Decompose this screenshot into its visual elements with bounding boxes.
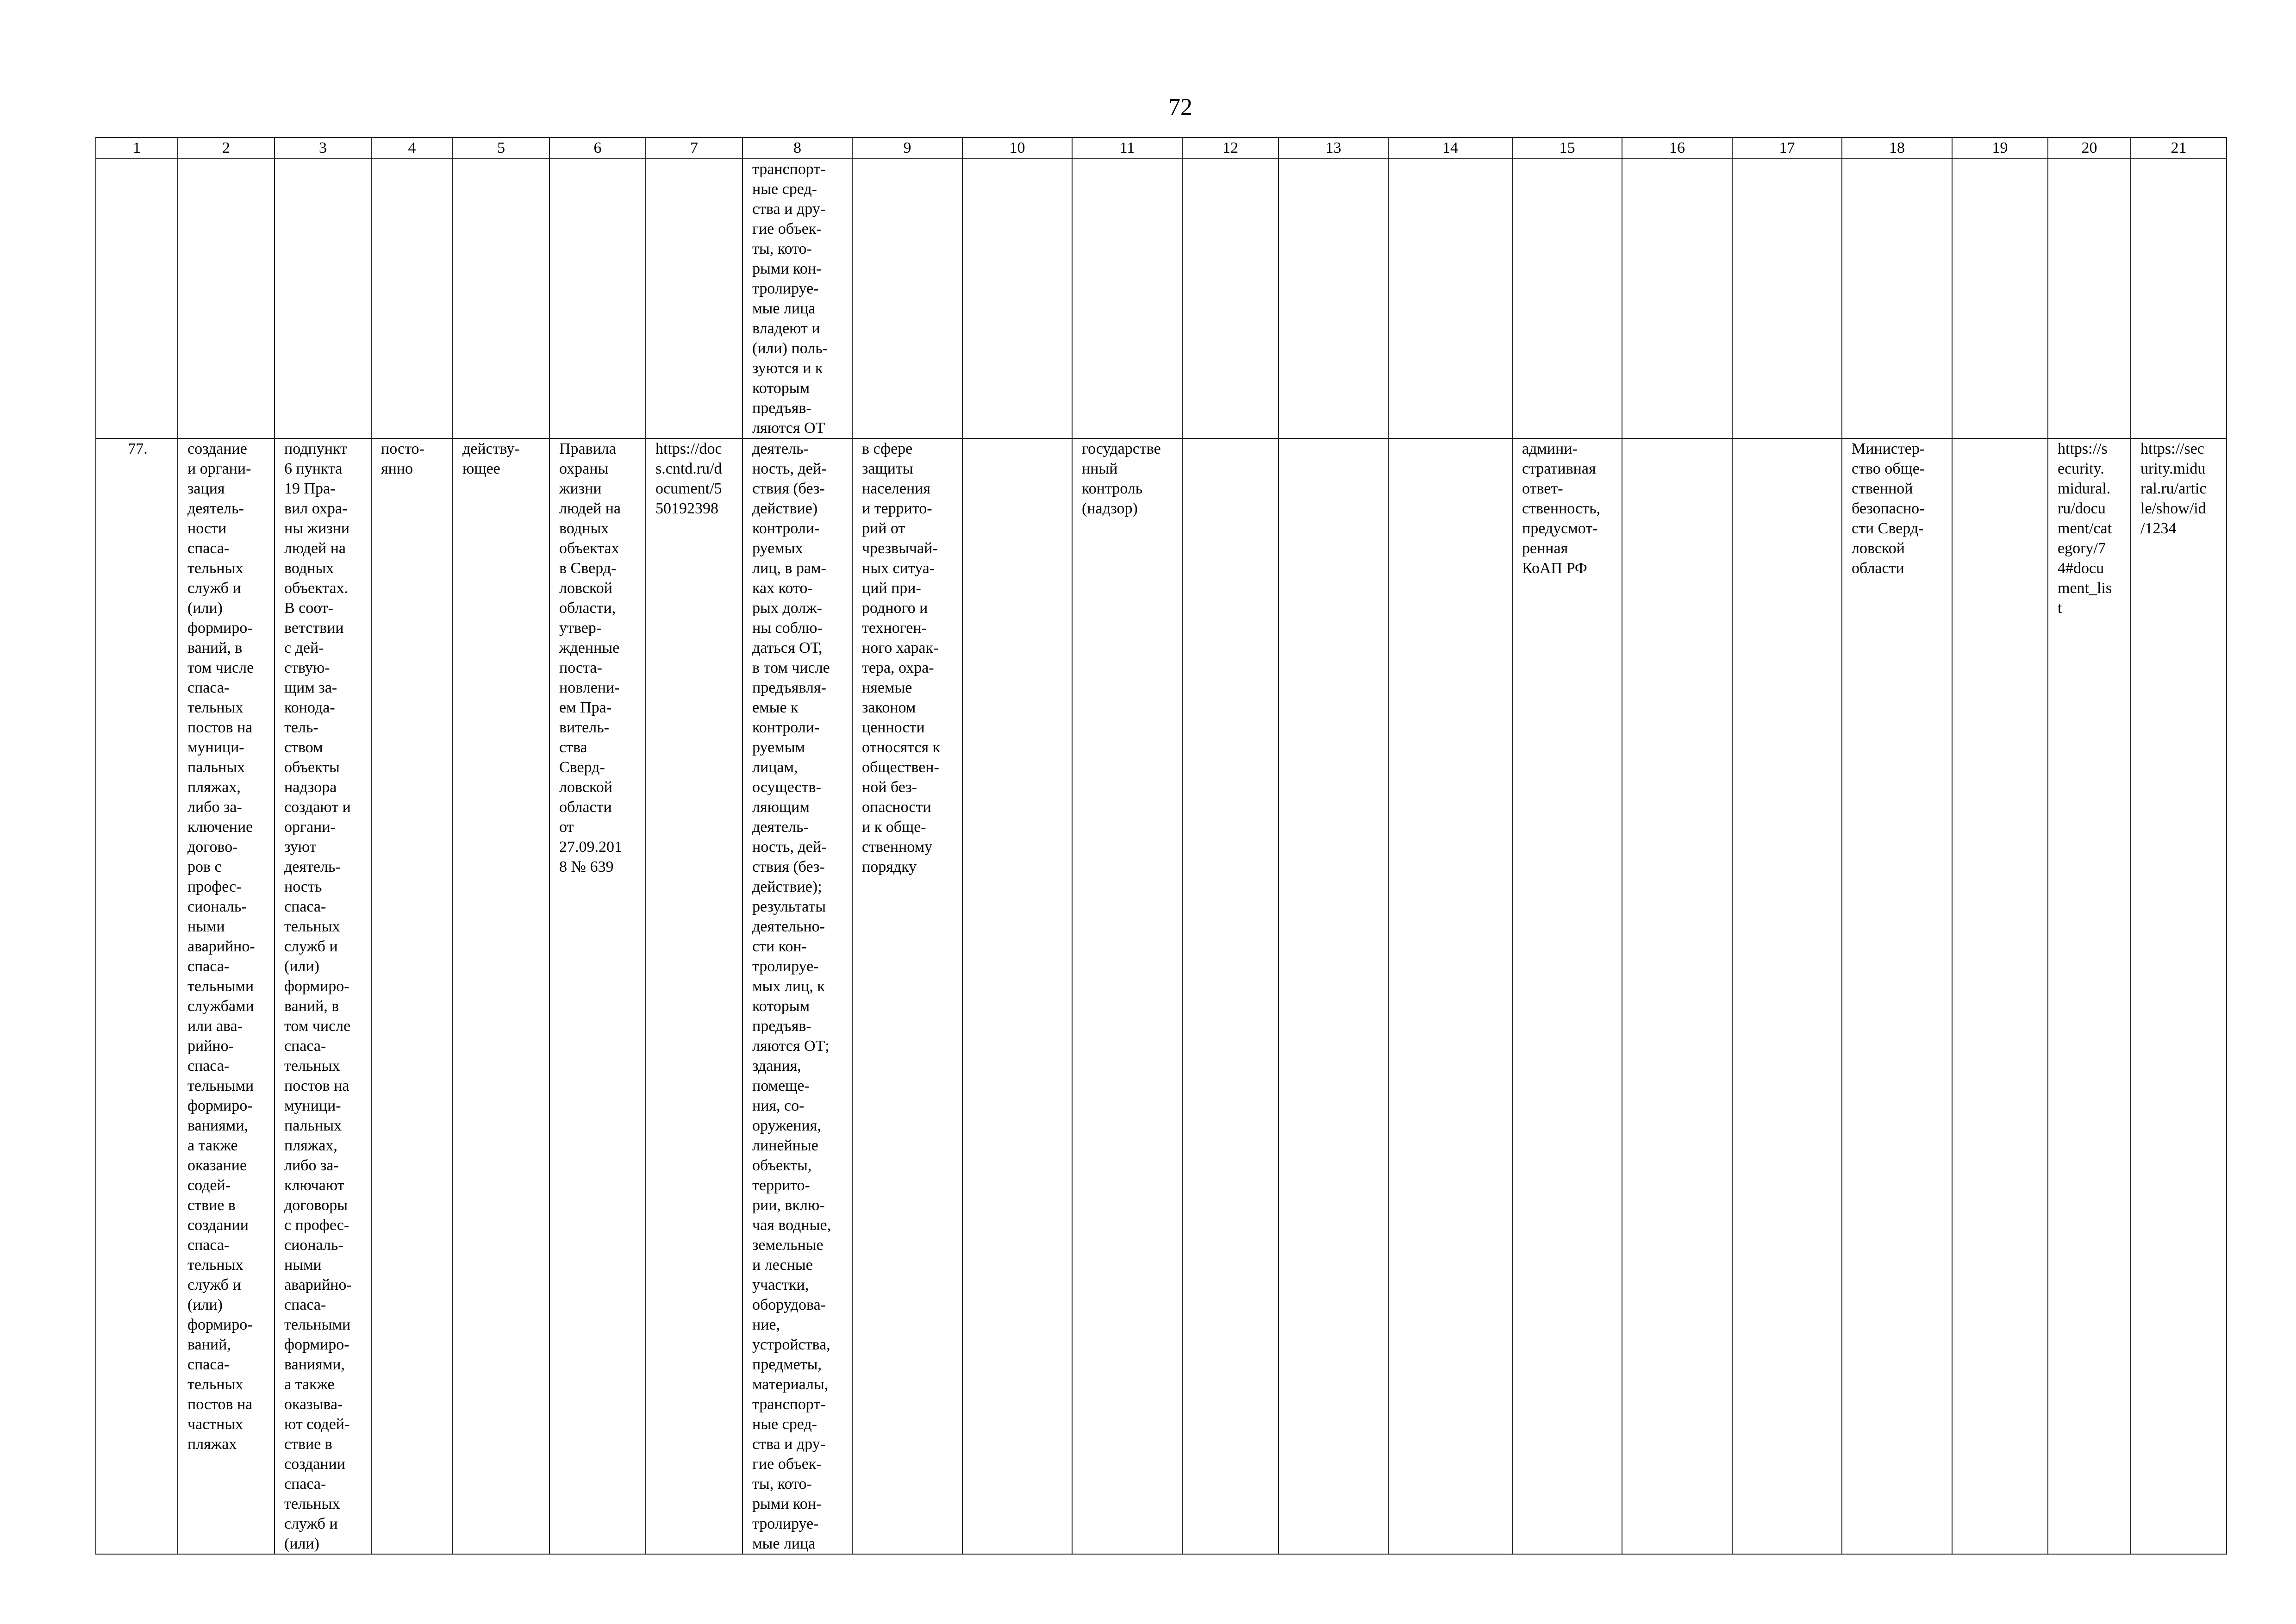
table-cell (1842, 159, 1952, 438)
table-cell (1388, 438, 1512, 1554)
table-cell (1388, 159, 1512, 438)
column-header: 4 (371, 137, 453, 159)
control-objects-cell: транспорт- ные сред- ства и дру- гие объек- ты, кото- рыми кон- тролируе- мые лица владеют и (или) поль- зуются и к которым предъяв- ляются ОТ (742, 159, 852, 438)
table-cell (962, 159, 1072, 438)
documents-link-cell[interactable]: https://s ecurity. midural. ru/docu ment/cat egory/7 4#docu ment_lis t (2048, 438, 2131, 1554)
table-cell (1279, 159, 1388, 438)
table-cell (1952, 438, 2048, 1554)
table-cell (1512, 159, 1622, 438)
table-cell (962, 438, 1072, 1554)
column-header: 3 (275, 137, 371, 159)
legal-basis-cell: подпункт 6 пункта 19 Пра- вил охра- ны жизни людей на водных объектах. В соот- ветствии с дей- ствую- щим за- конода- тель- ством объекты надзора создают и органи- зуют деятель- ность спаса- тельных служб и (или) формиро- ваний, в том числе спаса- тельных постов на муници- пальных пляжах, либо за- ключают договоры с профес- сиональ- ными аварийно- спаса- тельными формиро- ваниями, а также оказыва- ют содей- ствие в создании спаса- тельных служб и (или) (275, 438, 371, 1554)
column-header: 5 (453, 137, 549, 159)
page-number: 72 (1168, 94, 1192, 120)
column-header: 18 (1842, 137, 1952, 159)
column-header: 1 (96, 137, 178, 159)
column-header: 10 (962, 137, 1072, 159)
column-header: 19 (1952, 137, 2048, 159)
table-cell (549, 159, 646, 438)
table-cell (1182, 159, 1279, 438)
column-header: 15 (1512, 137, 1622, 159)
column-header: 14 (1388, 137, 1512, 159)
column-header: 21 (2131, 137, 2227, 159)
column-header: 12 (1182, 137, 1279, 159)
column-header: 7 (646, 137, 742, 159)
column-header: 2 (178, 137, 275, 159)
column-number-row (96, 137, 2227, 159)
protected-values-cell: в сфере защиты населения и террито- рий от чрезвычай- ных ситуа- ций при- родного и техноген- ного харак- тера, охра- няемые законом ценности относятся к обществен- ной без- опасности и к обще- ственному порядку (852, 438, 962, 1554)
regulation-link-cell[interactable]: https://doc s.cntd.ru/d ocument/5 50192398 (646, 438, 742, 1554)
column-header: 6 (549, 137, 646, 159)
column-header: 17 (1732, 137, 1842, 159)
column-header: 8 (742, 137, 852, 159)
control-objects-cell: деятель- ность, дей- ствия (без- действие) контроли- руемых лиц, в рам- ках кото- рых долж- ны соблю- даться ОТ, в том числе предъявля- емые к контроли- руемым лицам, осуществ- ляющим деятель- ность, дей- ствия (без- действие); результаты деятельно- сти кон- тролируе- мых лиц, к которым предъяв- ляются ОТ; здания, помеще- ния, со- оружения, линейные объекты, террито- рии, вклю- чая водные, земельные и лесные участки, оборудова- ние, устройства, предметы, материалы, транспорт- ные сред- ства и дру- гие объек- ты, кото- рыми кон- тролируе- мые лица (742, 438, 852, 1554)
liability-cell: админи- стративная ответ- ственность, предусмот- ренная КоАП РФ (1512, 438, 1622, 1554)
table-cell (852, 159, 962, 438)
control-type-cell: государстве нный контроль (надзор) (1072, 438, 1182, 1554)
continuation-row (96, 159, 2227, 438)
column-header: 20 (2048, 137, 2131, 159)
table-cell (1279, 438, 1388, 1554)
article-link-cell[interactable]: https://sec urity.midu ral.ru/artic le/show/id /1234 (2131, 438, 2227, 1554)
table-cell (1622, 438, 1732, 1554)
table-cell (371, 159, 453, 438)
authority-cell: Министер- ство обще- ственной безопасно- сти Сверд- ловской области (1842, 438, 1952, 1554)
requirement-cell: создание и органи- зация деятель- ности спаса- тельных служб и (или) формиро- ваний, в том числе спаса- тельных постов на муници- пальных пляжах, либо за- ключение догово- ров с профес- сиональ- ными аварийно- спаса- тельными службами или ава- рийно- спаса- тельными формиро- ваниями, а также оказание содей- ствие в создании спаса- тельных служб и (или) формиро- ваний, спаса- тельных постов на частных пляжах (178, 438, 275, 1554)
table-cell (275, 159, 371, 438)
table-cell (2131, 159, 2227, 438)
table-cell (646, 159, 742, 438)
table-cell (1072, 159, 1182, 438)
column-header: 11 (1072, 137, 1182, 159)
measures-table (95, 137, 2227, 1555)
column-header: 13 (1279, 137, 1388, 159)
column-header: 16 (1622, 137, 1732, 159)
regulation-cell: Правила охраны жизни людей на водных объектах в Сверд- ловской области, утвер- жденные поста- новлени- ем Пра- витель- ства Сверд- ловской области от 27.09.201 8 № 639 (549, 438, 646, 1554)
table-cell (96, 159, 178, 438)
table-cell (1622, 159, 1732, 438)
table-cell (2048, 159, 2131, 438)
row-number-cell: 77. (96, 438, 178, 1554)
table-cell (1732, 438, 1842, 1554)
table-cell (1952, 159, 2048, 438)
status-cell: действу- ющее (453, 438, 549, 1554)
table-cell (1732, 159, 1842, 438)
table-cell (1182, 438, 1279, 1554)
column-header: 9 (852, 137, 962, 159)
period-cell: посто- янно (371, 438, 453, 1554)
table-row (96, 438, 2227, 1554)
table-cell (453, 159, 549, 438)
table-cell (178, 159, 275, 438)
